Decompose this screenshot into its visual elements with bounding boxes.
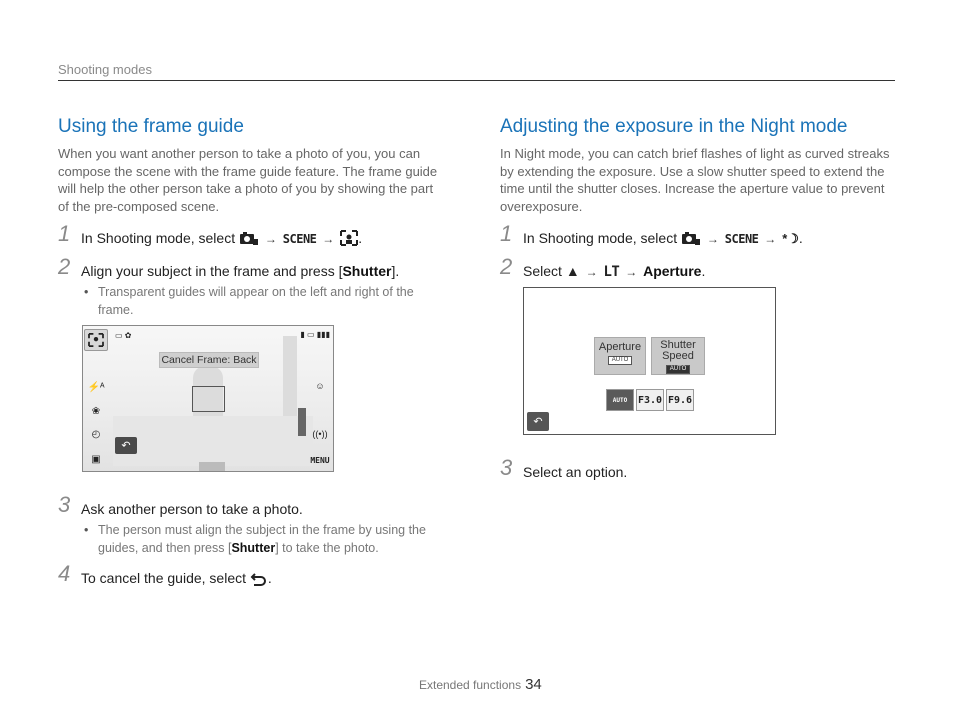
timer-icon: ◴ [91, 428, 101, 440]
value-f9-button[interactable]: F9.6 [666, 389, 694, 411]
status-icons: ▭ ✿ [115, 331, 132, 340]
scene-icon: SCENE [282, 232, 317, 246]
back-icon: ↶ [533, 416, 543, 428]
battery-icon: ▮ ▭ ▮▮▮ [300, 330, 330, 339]
step-3 [58, 492, 443, 557]
shutter-key: Shutter [231, 541, 276, 555]
frame-guide-steps-lower [58, 492, 443, 587]
back-icon [250, 572, 268, 586]
step-number: 1 [500, 221, 513, 246]
side-panel-tab[interactable] [298, 408, 306, 436]
frame-guide-mode-button[interactable] [84, 329, 108, 351]
frame-guide-camera-screen [82, 325, 334, 472]
display-button[interactable] [84, 448, 108, 470]
bullet [81, 521, 443, 557]
arrow-icon: → [764, 232, 777, 246]
shutter-speed-option-button[interactable] [651, 337, 705, 375]
arrow-icon: → [585, 265, 598, 279]
flash-button[interactable] [84, 376, 108, 398]
step-number: 1 [58, 221, 71, 246]
back-button[interactable] [527, 412, 549, 431]
step-number: 3 [58, 492, 71, 517]
bottom-panel-tab[interactable] [199, 462, 225, 471]
back-button[interactable] [115, 437, 137, 454]
bullet-text: The person must align the subject in the frame by using the guides, and then press [ [98, 523, 426, 555]
cancel-frame-label: Cancel Frame: Back [159, 352, 259, 368]
step-text: To cancel the guide, select [81, 570, 246, 586]
arrow-icon: → [625, 265, 638, 279]
frame-guide-icon [340, 230, 358, 246]
wireless-button[interactable] [309, 424, 331, 444]
step-text: In Shooting mode, select [523, 230, 678, 246]
step-4: 4 To cancel the guide, select . [58, 561, 272, 586]
page-footer [419, 676, 542, 693]
flash-icon: ⚡ᴬ [87, 381, 105, 393]
smart-auto-camera-icon [681, 231, 701, 246]
wireless-icon: ((•)) [312, 429, 328, 439]
shutter-key: Shutter [342, 263, 392, 279]
arrow-icon: → [322, 232, 335, 246]
step-text: In Shooting mode, select [81, 230, 236, 246]
macro-button[interactable] [84, 400, 108, 422]
auto-badge: AUTO [666, 365, 691, 374]
shutter-label: Shutter [660, 339, 696, 351]
step-number: 4 [58, 561, 71, 586]
speed-label: Speed [662, 350, 694, 362]
frame-guide-icon [88, 333, 104, 347]
smart-auto-camera-icon [239, 231, 259, 246]
frame-guide-section [58, 115, 443, 319]
step-text: Select [523, 263, 562, 279]
guide-frame-box [192, 386, 225, 412]
aperture-key: Aperture [643, 263, 702, 279]
face-detect-button[interactable] [309, 376, 331, 396]
auto-badge: AUTO [608, 356, 633, 365]
night-mode-section [500, 115, 890, 281]
step-number: 3 [500, 455, 513, 480]
bullet-text-end: ] to take the photo. [275, 541, 379, 555]
scene-icon: SCENE [724, 232, 759, 246]
long-time-icon: LT [603, 264, 620, 280]
step-text-end: ]. [391, 263, 400, 279]
step-number: 2 [58, 254, 71, 279]
step-text: Align your subject in the frame and press [ [81, 263, 343, 279]
up-triangle-icon: ▲ [565, 263, 580, 279]
night-mode-camera-screen [523, 287, 776, 435]
bridge-silhouette [113, 416, 313, 466]
step-text: Select an option. [523, 464, 628, 480]
step-text: Ask another person to take a photo. [81, 501, 303, 517]
display-icon: ▣ [91, 453, 101, 465]
arrow-icon: → [706, 232, 719, 246]
value-f3-button[interactable]: F3.0 [636, 389, 664, 411]
frame-guide-intro: When you want another person to take a photo of you, you can compose the scene with the frame guide feature. The frame guide will help the other person take a photo of you by showing the part of the pre-composed scene. [58, 146, 438, 214]
step-2 [58, 254, 443, 319]
flower-icon: ❀ [91, 405, 101, 417]
aperture-label: Aperture [598, 341, 642, 353]
face-icon: ☺ [315, 381, 325, 391]
section-header: Shooting modes [58, 62, 152, 77]
night-moon-icon: *☽ [782, 231, 799, 246]
step-2: 2 Select ▲ → LT → Aperture. [500, 254, 706, 280]
arrow-icon: → [264, 232, 277, 246]
night-mode-steps-lower [500, 455, 890, 481]
value-auto-button[interactable]: AUTO [606, 389, 634, 411]
frame-guide-title: Using the frame guide [58, 116, 244, 137]
header-rule [58, 80, 895, 81]
step-1: 1 In Shooting mode, select → SCENE → *☽. [500, 221, 803, 246]
back-icon: ↶ [121, 440, 131, 452]
step-1: 1 In Shooting mode, select → SCENE → . [58, 221, 363, 246]
night-mode-title: Adjusting the exposure in the Night mode [500, 116, 848, 137]
footer-label: Extended functions [419, 678, 522, 692]
timer-button[interactable] [84, 423, 108, 445]
aperture-option-button[interactable] [594, 337, 646, 375]
page-number: 34 [525, 676, 542, 693]
bullet: • Transparent guides will appear on the left and right of the frame. [81, 283, 443, 319]
step-3 [500, 455, 890, 481]
menu-button[interactable]: MENU [310, 455, 330, 465]
step-number: 2 [500, 254, 513, 279]
night-mode-intro: In Night mode, you can catch brief flashes of light as curved streaks by extending the exposure. Use a slow shutter speed to extend the time until the shutter closes. Increase the aperture value to prevent overexposure. [500, 146, 890, 214]
